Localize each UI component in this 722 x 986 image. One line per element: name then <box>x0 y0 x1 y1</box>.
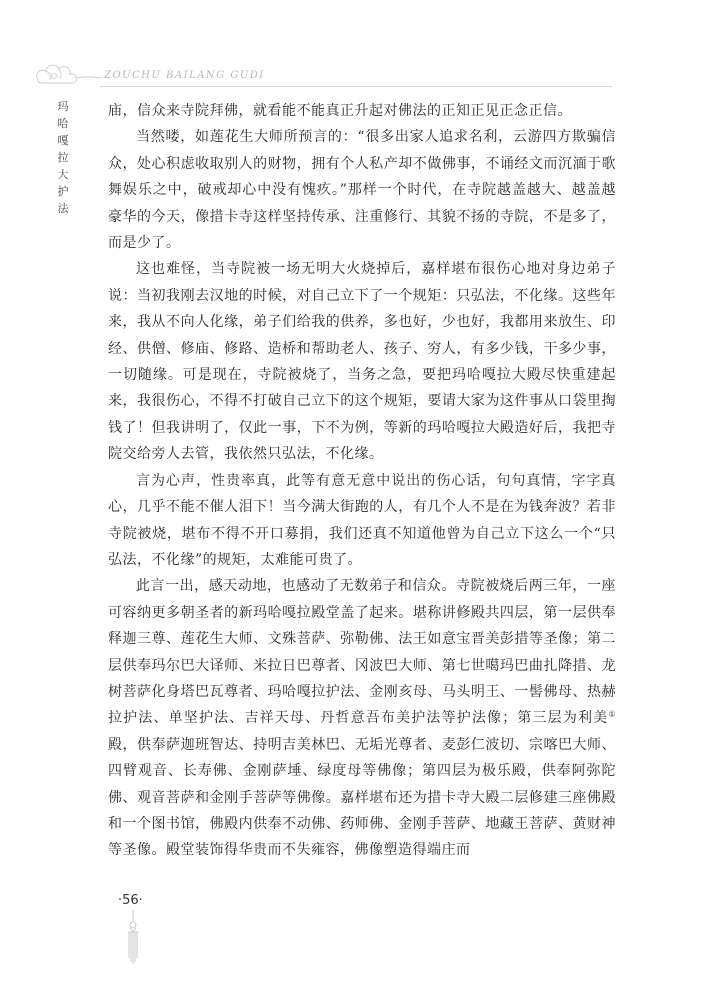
body-text <box>108 98 616 864</box>
series-title: ZOUCHU BAILANG GUDI <box>104 70 265 81</box>
paragraph-text: 此言一出，感天动地，也感动了无数弟子和信众。寺院被烧后两三年，一座可容纳更多朝圣者的新玛哈嘎拉殿堂盖了起来。堪称讲修殿共四层，第一层供奉释迦三尊、莲花生大师、文殊菩萨、弥勒佛、法王如意宝晋美彭措等圣像；第二层供奉玛尔巴大译师、米拉日巴尊者、冈波巴大师、第七世噶玛巴曲扎降措、龙树菩萨化身塔巴瓦尊者、玛哈嘎拉护法、金刚亥母、马头明王、一髻佛母、热赫拉护法、单坚护法、吉祥天母、丹哲意吾布美护法等护法像；第三层为利美 <box>108 578 616 727</box>
chapter-title-char: 拉 <box>57 151 69 164</box>
footnote-marker: ① <box>608 709 616 719</box>
chapter-title-char: 护 <box>57 185 69 198</box>
paragraph: 庙，信众来寺院拜佛，就看能不能真正升起对佛法的正知正见正念正信。 <box>108 103 572 119</box>
chapter-title-char: 嘎 <box>57 134 69 147</box>
chapter-title-char: 玛 <box>57 100 69 113</box>
chapter-title-char: 大 <box>57 168 69 181</box>
page-number: ·56· <box>118 893 143 908</box>
paragraph: 当然喽，如莲花生大师所预言的：“很多出家人追求名利，云游四方欺骗信众，处心积虑收取别人的财物，拥有个人私产却不做佛事，不诵经文而沉湎于歌舞娱乐之中，破戒却心中没有愧疚。”那样一个时代，在寺院越盖越大、越盖越豪华的今天，像措卡寺这样坚持传承、注重修行、其貌不扬的寺院，不是多了，而是少了。 <box>108 129 616 252</box>
chapter-title-char: 哈 <box>57 117 69 130</box>
chapter-title-char: 法 <box>57 202 69 215</box>
tassel-ornament-icon <box>118 908 148 966</box>
paragraph: 言为心声，性贵率真，此等有意无意中说出的伤心话，句句真情，字字真心，几乎不能不催人泪下！当今满大街跑的人，有几个人不是在为钱奔波？若非寺院被烧，堪布不得不开口募捐，我们还真不知道他曾为自己立下这么一个“只弘法，不化缘”的规矩，太难能可贵了。 <box>108 472 616 568</box>
header-divider <box>100 86 612 87</box>
paragraph-with-footnote <box>108 573 616 863</box>
paragraph-text: 殿，供奉萨迦班智达、持明吉美林巴、无垢光尊者、麦彭仁波切、宗喀巴大师、四臂观音、长寿佛、金刚萨埵、绿度母等佛像；第四层为极乐殿，供奉阿弥陀佛、观音菩萨和金刚手菩萨等佛像。嘉样堪布还为措卡寺大殿二层修建三座佛殿和一个图书馆，佛殿内供奉不动佛、药师佛、金刚手菩萨、地藏王菩萨、黄财神等圣像。殿堂装饰得华贵而不失雍容，佛像塑造得端庄而 <box>108 736 616 859</box>
chapter-title-vertical <box>56 100 70 216</box>
paragraph: 这也难怪，当寺院被一场无明大火烧掉后，嘉样堪布很伤心地对身边弟子说：当初我刚去汉地的时候，对自己立下了一个规矩：只弘法，不化缘。这些年来，我从不向人化缘，弟子们给我的供养，多也好，少也好，我都用来放生、印经、供僧、修庙、修路、造桥和帮助老人、孩子、穷人，有多少钱，干多少事，一切随缘。可是现在，寺院被烧了，当务之急，要把玛哈嘎拉大殿尽快重建起来，我很伤心，不得不打破自己立下的这个规矩，要请大家为这件事从口袋里掏钱了！但我讲明了，仅此一事，下不为例，等新的玛哈嘎拉大殿造好后，我把寺院交给旁人去管，我依然只弘法，不化缘。 <box>108 261 616 463</box>
